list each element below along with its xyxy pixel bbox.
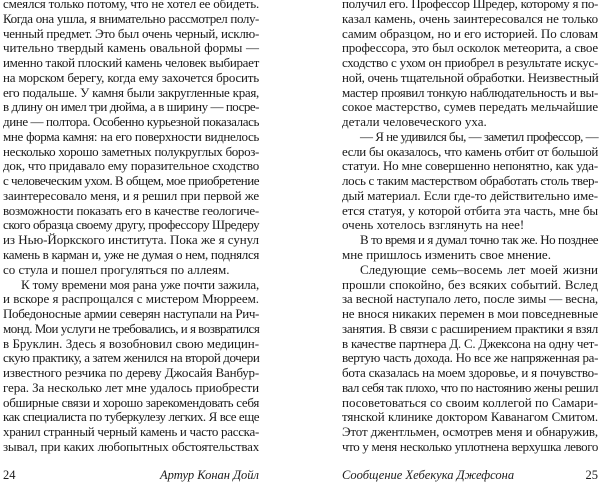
text-line: ского образца своему другу, профессору Шредеру — [3, 217, 260, 233]
text-line: хранил странный черный камень и часто расска- — [3, 424, 259, 440]
text-line: в Бруклин. Здесь я возобновил свою медицин- — [3, 335, 259, 351]
text-line: занятия. В связи с расширением практики я взял — [342, 320, 598, 336]
text-line: дине — полтора. Особенно курьезной показалась — [3, 114, 259, 130]
text-line: док, что придавало ему поразительное сходство — [3, 158, 260, 174]
right-page-footer — [342, 467, 598, 483]
left-page-footer — [3, 467, 259, 483]
text-line: зывал, при каких любопытных обстоятельствах — [3, 438, 259, 454]
text-line: статуи. Но мне совершенно непонятно, как уда- — [342, 158, 598, 174]
text-line: вертую часть дохода. Но все же напряженная ра- — [342, 350, 599, 366]
text-line: не внося никаких перемен в мои повседневные — [342, 306, 598, 322]
text-line: мне пришлось изменить свое мнение. — [342, 247, 551, 263]
text-line: В то время и я думал точно так же. Но позднее — [360, 232, 598, 248]
text-line: как специалиста по туберкулезу легких. Я все еще — [3, 409, 259, 425]
text-line: ной, очень тщательной обработки. Неизвестный — [342, 69, 599, 85]
text-line: заинтересовало меня, и я решил при первой же — [3, 187, 259, 203]
running-head-title: Сообщение Хебекука Джефсона — [342, 468, 515, 482]
text-line: с человеческим ухом. В общем, мое приобретение — [3, 173, 259, 189]
left-page-text — [3, 0, 259, 455]
text-line: возможности показать его в качестве геологиче- — [3, 202, 259, 218]
text-line: ется статуя, у которой отбита эта часть, мне бы — [342, 202, 598, 218]
page-number: 25 — [585, 468, 598, 482]
text-line: мне форма камня: на его поверхности виднелось — [3, 128, 259, 144]
text-line: Победоносные армии северян наступали на Рич- — [3, 306, 259, 322]
text-line: чительно твердый камень овальной формы — — [3, 40, 259, 56]
text-line: его подальше. У камня были закругленные края, — [3, 84, 259, 100]
page-number: 24 — [3, 468, 16, 482]
text-line: из Нью-Йоркского института. Пока же я сунул — [3, 232, 259, 248]
text-line: гера. За несколько лет мне удалось приобрести — [3, 379, 259, 395]
text-line: вал себя так плохо, что по настоянию жены решил — [342, 379, 598, 395]
text-line: на морском берегу, когда ему захочется бросить — [3, 69, 259, 85]
text-line: Следующие семь–восемь лет моей жизни — [360, 261, 598, 277]
text-line: получил его. Профессор Шредер, которому я по- — [342, 0, 598, 11]
text-line: и вскоре я распрощался с мистером Мюрреем. — [3, 291, 259, 307]
text-line: если бы оказалось, что камень отбит от большой — [342, 143, 598, 159]
text-line: мастер проявил тонкую наблюдательность и вы- — [342, 84, 598, 100]
text-line: камень в карман и, уже не думая о нем, поднялся — [3, 247, 259, 263]
text-line: профессора, это был осколок метеорита, а свое — [342, 40, 598, 56]
text-line: известного резчика по дереву Джосайя Ванбур- — [3, 365, 259, 381]
text-line: смеялся только потому, что не хотел ее обидеть. — [3, 0, 259, 11]
text-line: Когда она ушла, я внимательно рассмотрел полу- — [3, 10, 259, 26]
text-line: ченный предмет. Это был очень черный, исклю- — [3, 25, 260, 41]
text-line: прошли спокойно, без всяких событий. Вслед — [342, 276, 598, 292]
text-line: казал камень, очень заинтересовался не только — [342, 10, 598, 26]
right-page-text — [342, 0, 598, 455]
text-line: монд. Мои услуги не требовались, и я возвратился — [3, 320, 260, 336]
text-line: сходство с ухом он приобрел в результате искус- — [342, 55, 598, 71]
text-line: посоветоваться со своим коллегой по Самари- — [342, 394, 598, 410]
text-line: со стула и пошел прогуляться по аллеям. — [3, 261, 230, 277]
text-line: бота сказалась на моем здоровье, и я почувство- — [342, 365, 598, 381]
text-line: дый материал. Если где-то действительно име- — [342, 187, 598, 203]
text-line: скую практику, а затем женился на второй дочери — [3, 350, 260, 366]
text-line: К тому времени моя рана уже почти зажила, — [21, 276, 259, 292]
text-line: именно такой плоский камень человек выбирает — [3, 55, 259, 71]
text-line: в длину он имел три дюйма, а в ширину — посре- — [3, 99, 259, 115]
text-line: тянской клинике доктором Каванагом Смитом. — [342, 409, 598, 425]
text-line: за весной наступало лето, после зимы — весна, — [342, 291, 598, 307]
text-line: очень хотелось взглянуть на нее! — [342, 217, 525, 233]
running-head-author: Артур Конан Дойл — [160, 468, 259, 482]
text-line: детали человеческого уха. — [342, 114, 487, 130]
text-line: сокое мастерство, сумев передать мельчайшие — [342, 99, 599, 115]
text-line: несколько хорошо заметных полукруглых бороз- — [3, 143, 259, 159]
text-line: Этот джентльмен, осмотрев меня и обнаружив, — [342, 424, 598, 440]
text-line: обширные связи и хорошо зарекомендовать себя — [3, 394, 260, 410]
text-line: что у меня несколько уплотнена верхушка левого — [342, 438, 598, 454]
text-line: самим образцом, но и его историей. По словам — [342, 25, 598, 41]
text-line: в качестве партнера Д. С. Джексона на одну чет- — [342, 335, 598, 351]
text-line: лось с таким мастерством обработать столь твер- — [342, 173, 599, 189]
text-line: — Я не удивился бы, — заметил профессор, — — [360, 128, 598, 144]
